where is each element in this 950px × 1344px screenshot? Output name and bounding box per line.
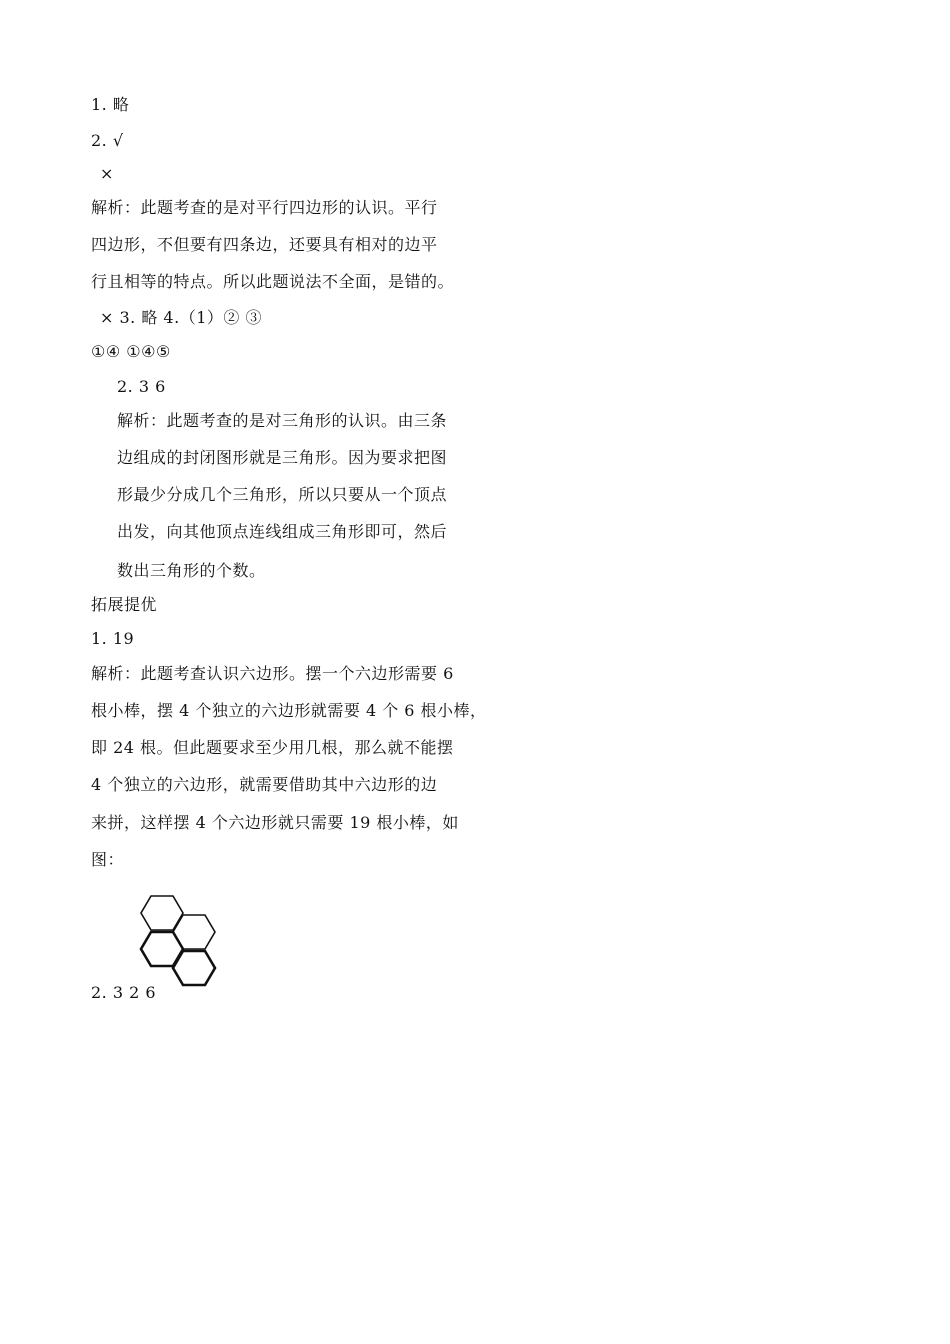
explanation-2-line-5: 数出三角形的个数。 <box>117 561 266 580</box>
extension-answer-2: 2. 3 2 6 <box>91 983 157 1002</box>
explanation-3-line-6: 图： <box>91 850 125 869</box>
explanation-3-line-1: 解析：此题考查认识六边形。摆一个六边形需要 6 <box>91 664 454 683</box>
answer-2-cross: × <box>100 164 114 183</box>
explanation-1-line-2: 四边形，不但要有四条边，还要具有相对的边平 <box>91 235 438 254</box>
section-heading: 拓展提优 <box>91 595 158 614</box>
explanation-3-line-5: 来拼，这样摆 4 个六边形就只需要 19 根小棒，如 <box>91 813 459 832</box>
hexagon-bottom-right <box>173 951 215 985</box>
answer-2: 2. √ <box>91 131 124 150</box>
explanation-3-line-3: 即 24 根。但此题要求至少用几根，那么就不能摆 <box>91 738 454 757</box>
extension-answer-1: 1. 19 <box>91 629 135 648</box>
explanation-1-line-1: 解析：此题考查的是对平行四边形的认识。平行 <box>91 198 438 217</box>
explanation-3-line-2: 根小棒，摆 4 个独立的六边形就需要 4 个 6 根小棒， <box>91 701 487 720</box>
explanation-2-line-4: 出发，向其他顶点连线组成三角形即可，然后 <box>117 522 448 541</box>
answer-sub-2: 2. 3 6 <box>117 377 166 396</box>
explanation-2-line-3: 形最少分成几个三角形，所以只要从一个顶点 <box>117 485 448 504</box>
explanation-2-line-2: 边组成的封闭图形就是三角形。因为要求把图 <box>117 448 448 467</box>
explanation-2-line-1: 解析：此题考查的是对三角形的认识。由三条 <box>117 411 448 430</box>
answers-4-continued: ①④ ①④⑤ <box>91 342 171 361</box>
explanation-1-line-3: 行且相等的特点。所以此题说法不全面，是错的。 <box>91 272 455 291</box>
answer-1: 1. 略 <box>91 95 130 114</box>
explanation-3-line-4: 4 个独立的六边形，就需要借助其中六边形的边 <box>91 775 438 794</box>
answers-3-4: × 3. 略 4.（1）② ③ <box>100 308 262 327</box>
